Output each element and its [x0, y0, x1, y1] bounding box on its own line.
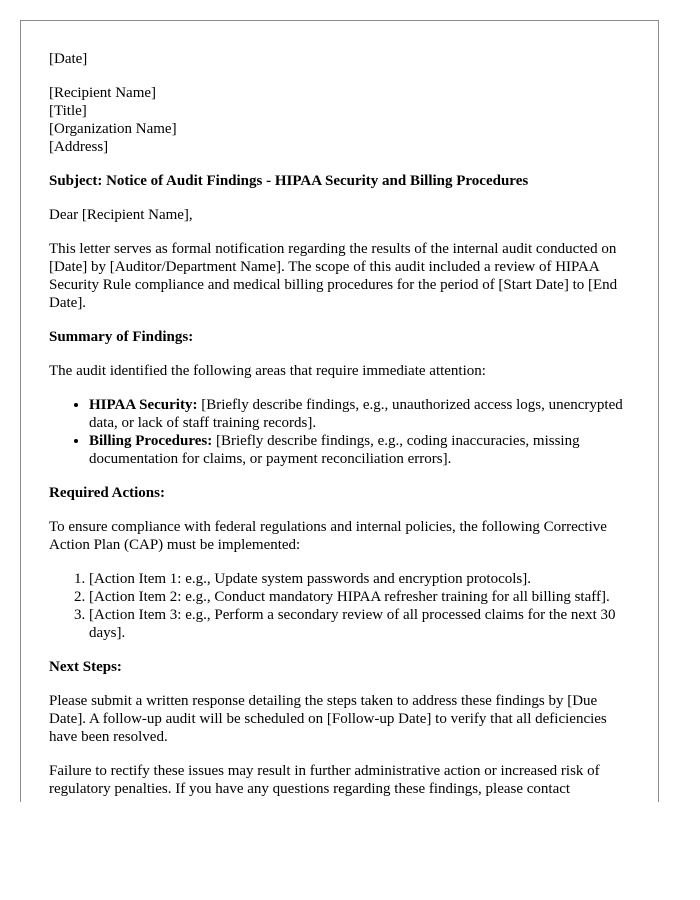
finding-text: [Briefly describe findings, e.g., coding inaccuracies, missing documentation for claims, or payment reconciliation errors]. — [89, 433, 580, 467]
closing-text: Failure to rectify these issues may result in further administrative action or increased risk of regulatory penalties. If you have any questions regarding these findings, please contact — [49, 763, 600, 797]
finding-item — [89, 396, 630, 432]
summary-heading: Summary of Findings: — [49, 329, 194, 345]
actions-intro: To ensure compliance with federal regulations and internal policies, the following Corrective Action Plan (CAP) must be implemented: — [49, 519, 607, 553]
recipient-organization: [Organization Name] — [49, 121, 177, 137]
recipient-title: [Title] — [49, 103, 87, 119]
finding-label: Billing Procedures: — [89, 433, 213, 449]
summary-intro: The audit identified the following areas that require immediate attention: — [49, 363, 486, 379]
letter-page — [20, 20, 659, 802]
findings-list — [49, 396, 630, 468]
next-steps-text: Please submit a written response detailing the steps taken to address these findings by [Due Date]. A follow-up audit will be scheduled on [Follow-up Date] to verify that all deficiencies have been resolved. — [49, 693, 607, 745]
letter-salutation: Dear [Recipient Name], — [49, 207, 193, 223]
action-item: 3. [Action Item 3: e.g., Perform a secondary review of all processed claims for the next 30 days]. — [89, 606, 630, 642]
finding-item — [89, 432, 630, 468]
finding-label: HIPAA Security: — [89, 397, 198, 413]
action-item: 1. [Action Item 1: e.g., Update system passwords and encryption protocols]. — [89, 570, 630, 588]
letter-date: [Date] — [49, 51, 88, 67]
letter-subject: Subject: Notice of Audit Findings - HIPAA Security and Billing Procedures — [49, 173, 529, 189]
letter-intro: This letter serves as formal notification regarding the results of the internal audit conducted on [Date] by [Auditor/Department Name]. The scope of this audit included a review of HIPAA Security Rule compliance and medical billing procedures for the period of [Start Date] to [End Date]. — [49, 241, 618, 311]
finding-text: [Briefly describe findings, e.g., unauthorized access logs, unencrypted data, or lack of staff training records]. — [89, 397, 623, 431]
recipient-address: [Address] — [49, 139, 109, 155]
recipient-name: [Recipient Name] — [49, 85, 157, 101]
actions-list — [49, 570, 630, 642]
actions-heading: Required Actions: — [49, 485, 165, 501]
action-item: 2. [Action Item 2: e.g., Conduct mandatory HIPAA refresher training for all billing staff]. — [89, 588, 630, 606]
next-steps-heading: Next Steps: — [49, 659, 122, 675]
recipient-address-block — [49, 84, 630, 156]
